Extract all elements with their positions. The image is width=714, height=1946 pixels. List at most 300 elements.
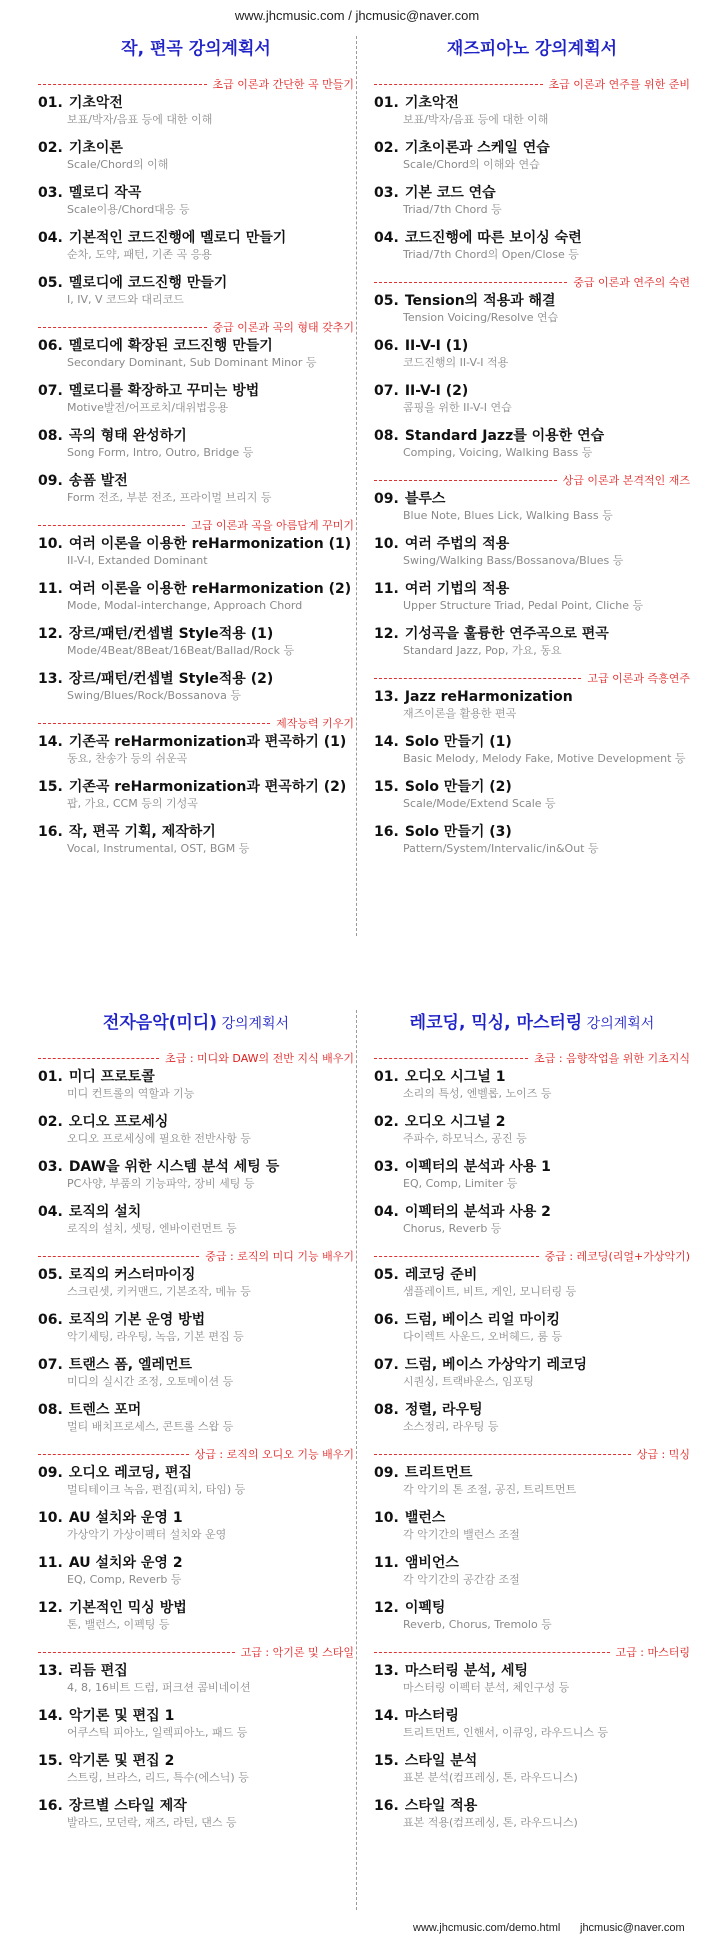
lesson-item: [374, 184, 690, 217]
plan-title: [374, 36, 690, 62]
lesson-number: 04.: [38, 230, 63, 246]
lesson-title-text: 기존곡 reHarmonization과 편곡하기 (1): [68, 734, 347, 750]
lesson-number: 12.: [38, 1600, 63, 1616]
dashed-rule: [374, 84, 543, 85]
level-label: 제작능력 키우기: [276, 717, 354, 730]
level-label: 상급 : 로직의 오디오 기능 배우기: [194, 1448, 354, 1461]
dashed-rule: [374, 480, 557, 481]
lesson-title: [374, 490, 690, 508]
lesson-title-text: 밸런스: [404, 1510, 446, 1526]
lesson-item: [38, 580, 354, 613]
lesson-description: PC사양, 부품의 기능파악, 장비 세팅 등: [67, 1177, 255, 1190]
lesson-description: Basic Melody, Melody Fake, Motive Development 등: [403, 752, 686, 765]
lesson-title-text: 이펙터의 분석과 사용 1: [404, 1159, 551, 1175]
level-divider: [374, 1050, 690, 1066]
level-divider: [374, 274, 690, 290]
lesson-description: 주파수, 하모닉스, 공진 등: [403, 1132, 527, 1145]
lesson-number: 05.: [374, 1267, 399, 1283]
lesson-item: [38, 1464, 354, 1497]
level-divider: [38, 1446, 354, 1462]
lesson-number: 15.: [374, 1753, 399, 1769]
lesson-description: Scale/Mode/Extend Scale 등: [403, 797, 556, 810]
lesson-number: 12.: [38, 626, 63, 642]
lesson-item: [374, 823, 690, 856]
section-composition-jazz: [0, 36, 714, 936]
lesson-number: 05.: [374, 293, 399, 309]
level-label: 초급 이론과 연주를 위한 준비: [548, 78, 690, 91]
lesson-title: [374, 1356, 690, 1374]
lesson-description: Reverb, Chorus, Tremolo 등: [403, 1618, 552, 1631]
lesson-title: [374, 184, 690, 202]
lesson-item: [374, 778, 690, 811]
lesson-item: [374, 382, 690, 415]
lesson-title: [38, 1509, 354, 1527]
lesson-title-text: 이펙팅: [404, 1600, 446, 1616]
footer-email[interactable]: jhcmusic@naver.com: [580, 1922, 685, 1934]
lesson-number: 08.: [38, 1402, 63, 1418]
lesson-number: 07.: [374, 383, 399, 399]
lesson-item: [374, 337, 690, 370]
lesson-item: [374, 1068, 690, 1101]
dashed-rule: [374, 678, 581, 679]
lesson-number: 01.: [38, 1069, 63, 1085]
lesson-description: 시퀀싱, 트랙바운스, 임포팅: [403, 1375, 534, 1388]
lesson-number: 08.: [374, 428, 399, 444]
lesson-item: [374, 427, 690, 460]
lesson-number: 15.: [38, 1753, 63, 1769]
lesson-number: 05.: [38, 275, 63, 291]
lesson-title-text: 트렌스 포머: [68, 1402, 142, 1418]
plan-column: [38, 36, 354, 868]
level-label: 고급 이론과 즉흥연주: [587, 672, 690, 685]
lesson-number: 02.: [374, 140, 399, 156]
lesson-number: 03.: [38, 185, 63, 201]
lesson-title-text: II-V-I (2): [404, 383, 469, 399]
lesson-number: 09.: [374, 1465, 399, 1481]
lesson-number: 11.: [374, 1555, 399, 1571]
footer-demo-url[interactable]: www.jhcmusic.com/demo.html: [413, 1922, 561, 1934]
lesson-number: 15.: [374, 779, 399, 795]
lesson-number: 06.: [38, 1312, 63, 1328]
lesson-number: 06.: [374, 338, 399, 354]
lesson-title-text: 여러 이론을 이용한 reHarmonization (2): [68, 581, 352, 597]
lesson-number: 09.: [38, 473, 63, 489]
lesson-item: [374, 1662, 690, 1695]
lesson-title: [38, 733, 354, 751]
lesson-number: 08.: [374, 1402, 399, 1418]
lesson-description: Blue Note, Blues Lick, Walking Bass 등: [403, 509, 613, 522]
lesson-title: [38, 1401, 354, 1419]
lesson-title: [374, 1464, 690, 1482]
lesson-title: [374, 778, 690, 796]
lesson-title-text: 마스터링 분석, 세팅: [404, 1663, 529, 1679]
lesson-description: 다이렉트 사운드, 오버헤드, 룸 등: [403, 1330, 563, 1343]
lesson-item: [374, 1266, 690, 1299]
level-label: 중급 이론과 연주의 숙련: [573, 276, 690, 289]
lesson-title: [38, 1554, 354, 1572]
lesson-description: I, IV, V 코드와 대리코드: [67, 293, 184, 306]
lesson-title: [374, 580, 690, 598]
lesson-description: 미디 컨트롤의 역할과 기능: [67, 1087, 195, 1100]
lesson-item: [374, 94, 690, 127]
plan-title-sub: 강의계획서: [217, 1016, 290, 1032]
lesson-title: [38, 1068, 354, 1086]
dashed-rule: [38, 723, 270, 724]
lesson-number: 14.: [374, 1708, 399, 1724]
lesson-title: [374, 139, 690, 157]
lesson-number: 01.: [374, 95, 399, 111]
lesson-item: [374, 733, 690, 766]
level-label: 상급 : 믹싱: [636, 1448, 690, 1461]
lesson-title: [374, 1158, 690, 1176]
lesson-title: [38, 1203, 354, 1221]
lesson-description: Vocal, Instrumental, OST, BGM 등: [67, 842, 250, 855]
lesson-title-text: 멜로디에 코드진행 만들기: [68, 275, 228, 291]
lesson-title-text: 멜로디를 확장하고 꾸미는 방법: [68, 383, 260, 399]
lesson-number: 02.: [374, 1114, 399, 1130]
lesson-title-text: 레코딩 준비: [404, 1267, 478, 1283]
dashed-rule: [374, 1058, 528, 1059]
lesson-item: [38, 337, 354, 370]
lesson-title-text: AU 설치와 운영 2: [68, 1555, 183, 1571]
lesson-number: 12.: [374, 1600, 399, 1616]
level-divider: [374, 1644, 690, 1660]
lesson-title-text: 드럼, 베이스 리얼 마이킹: [404, 1312, 560, 1328]
lesson-title-text: Standard Jazz를 이용한 연습: [404, 428, 605, 444]
dashed-rule: [374, 1256, 539, 1257]
lesson-description: 표본 분석(컴프레싱, 톤, 라우드니스): [403, 1771, 578, 1784]
lesson-description: Pattern/System/Intervalic/in&Out 등: [403, 842, 599, 855]
lesson-number: 09.: [38, 1465, 63, 1481]
lesson-description: EQ, Comp, Reverb 등: [67, 1573, 182, 1586]
lesson-item: [374, 1509, 690, 1542]
lesson-item: [38, 1509, 354, 1542]
lesson-description: Song Form, Intro, Outro, Bridge 등: [67, 446, 254, 459]
lesson-title: [374, 337, 690, 355]
lesson-description: 발라드, 모던락, 재즈, 라틴, 댄스 등: [67, 1816, 237, 1829]
level-divider: [374, 1446, 690, 1462]
plan-title-main: 전자음악(미디): [102, 1013, 217, 1033]
plan-column: [374, 36, 690, 868]
lesson-number: 11.: [374, 581, 399, 597]
lesson-title: [38, 580, 354, 598]
lesson-description: Triad/7th Chord 등: [403, 203, 502, 216]
lesson-title-text: 로직의 기본 운영 방법: [68, 1312, 206, 1328]
lesson-description: 각 악기의 톤 조절, 공진, 트리트먼트: [403, 1483, 577, 1496]
column-divider: [356, 1010, 357, 1910]
lesson-title-text: 멜로디 작곡: [68, 185, 142, 201]
lesson-title: [374, 1662, 690, 1680]
lesson-title-text: 여러 기법의 적용: [404, 581, 510, 597]
lesson-title: [38, 625, 354, 643]
level-label: 초급 : 미디와 DAW의 전반 지식 배우기: [165, 1052, 354, 1065]
lesson-description: 트리트먼트, 인핸서, 이큐잉, 라우드니스 등: [403, 1726, 609, 1739]
plan-title-main: 재즈피아노 강의계획서: [446, 39, 618, 59]
lesson-title-text: 정렬, 라우팅: [404, 1402, 483, 1418]
lesson-title-text: 멜로디에 확장된 코드진행 만들기: [68, 338, 273, 354]
lesson-title-text: 기초이론과 스케일 연습: [404, 140, 550, 156]
lesson-title-text: 오디오 레코딩, 편집: [68, 1465, 193, 1481]
lesson-item: [38, 1158, 354, 1191]
lesson-item: [38, 1554, 354, 1587]
lesson-title-text: 앰비언스: [404, 1555, 459, 1571]
lesson-description: 가상악기 가상이펙터 설치와 운영: [67, 1528, 227, 1541]
plan-title-sub: 강의계획서: [582, 1016, 655, 1032]
lesson-number: 09.: [374, 491, 399, 507]
lesson-title-text: 코드진행에 따른 보이싱 숙련: [404, 230, 582, 246]
lesson-item: [38, 229, 354, 262]
lesson-description: 4, 8, 16비트 드럼, 퍼크션 콤비네이션: [67, 1681, 251, 1694]
lesson-description: 소스정리, 라우팅 등: [403, 1420, 499, 1433]
plan-title: [374, 1010, 690, 1036]
lesson-title-text: DAW을 위한 시스템 분석 세팅 등: [68, 1159, 280, 1175]
lesson-title: [38, 1464, 354, 1482]
lesson-title-text: 기본적인 코드진행에 멜로디 만들기: [68, 230, 287, 246]
lesson-title: [374, 535, 690, 553]
plan-title: [38, 36, 354, 62]
lesson-number: 06.: [38, 338, 63, 354]
lesson-description: Secondary Dominant, Sub Dominant Minor 등: [67, 356, 317, 369]
lesson-item: [38, 1662, 354, 1695]
lesson-number: 10.: [374, 1510, 399, 1526]
lesson-title: [38, 670, 354, 688]
lesson-number: 02.: [38, 1114, 63, 1130]
lesson-title-text: Solo 만들기 (3): [404, 824, 512, 840]
lesson-item: [374, 1797, 690, 1830]
lesson-title: [374, 427, 690, 445]
lesson-title-text: 이펙터의 분석과 사용 2: [404, 1204, 551, 1220]
level-divider: [38, 76, 354, 92]
dashed-rule: [38, 84, 207, 85]
lesson-description: 각 악기간의 밸런스 조절: [403, 1528, 520, 1541]
level-label: 중급 : 레코딩(리얼+가상악기): [544, 1250, 690, 1263]
lesson-number: 04.: [374, 230, 399, 246]
lesson-title-text: 오디오 시그널 1: [404, 1069, 506, 1085]
lesson-number: 13.: [38, 671, 63, 687]
lesson-title: [38, 823, 354, 841]
lesson-item: [38, 1311, 354, 1344]
level-label: 고급 이론과 곡을 아름답게 꾸미기: [191, 519, 354, 532]
lesson-description: Mode, Modal-interchange, Approach Chord: [67, 599, 303, 612]
lesson-title-text: 리듬 편집: [68, 1663, 128, 1679]
lesson-title-text: 장르별 스타일 제작: [68, 1798, 187, 1814]
lesson-item: [38, 1113, 354, 1146]
lesson-item: [38, 535, 354, 568]
lesson-item: [374, 229, 690, 262]
plan-title: [38, 1010, 354, 1036]
lesson-description: 소리의 특성, 엔벨롭, 노이즈 등: [403, 1087, 552, 1100]
lesson-description: Swing/Walking Bass/Bossanova/Blues 등: [403, 554, 624, 567]
lesson-description: Triad/7th Chord의 Open/Close 등: [403, 248, 579, 261]
lesson-number: 13.: [38, 1663, 63, 1679]
lesson-item: [374, 1113, 690, 1146]
lesson-description: 샘플레이트, 비트, 게인, 모니터링 등: [403, 1285, 577, 1298]
level-divider: [38, 517, 354, 533]
level-divider: [38, 1644, 354, 1660]
lesson-title-text: 기초악전: [68, 95, 123, 111]
lesson-number: 10.: [38, 1510, 63, 1526]
lesson-title-text: 마스터링: [404, 1708, 459, 1724]
lesson-title: [38, 184, 354, 202]
lesson-number: 07.: [38, 1357, 63, 1373]
lesson-item: [38, 1797, 354, 1830]
lesson-number: 13.: [374, 1663, 399, 1679]
dashed-rule: [38, 1058, 159, 1059]
lesson-description: 어쿠스틱 피아노, 일렉피아노, 패드 등: [67, 1726, 248, 1739]
lesson-item: [38, 94, 354, 127]
lesson-title-text: 악기론 및 편집 2: [68, 1753, 175, 1769]
lesson-item: [374, 1707, 690, 1740]
dashed-rule: [38, 525, 185, 526]
lesson-item: [38, 1068, 354, 1101]
lesson-item: [38, 139, 354, 172]
lesson-title: [374, 1599, 690, 1617]
lesson-description: 콤핑을 위한 II-V-I 연습: [403, 401, 512, 414]
lesson-item: [374, 535, 690, 568]
dashed-rule: [38, 1256, 199, 1257]
lesson-title: [374, 1707, 690, 1725]
dashed-rule: [374, 282, 567, 283]
lesson-title: [374, 229, 690, 247]
lesson-description: 순차, 도약, 패턴, 기존 곡 응용: [67, 248, 212, 261]
lesson-number: 14.: [38, 1708, 63, 1724]
lesson-description: Standard Jazz, Pop, 가요, 동요: [403, 644, 562, 657]
lesson-title-text: 곡의 형태 완성하기: [68, 428, 187, 444]
lesson-title: [38, 229, 354, 247]
lesson-title: [38, 1311, 354, 1329]
lesson-title-text: 트랜스 폼, 엘레먼트: [68, 1357, 193, 1373]
lesson-item: [38, 1356, 354, 1389]
lesson-description: 스크린셋, 키커맨드, 기본조작, 메뉴 등: [67, 1285, 251, 1298]
lesson-item: [374, 1203, 690, 1236]
lesson-description: 보표/박자/음표 등에 대한 이해: [67, 113, 213, 126]
lesson-description: Motive발전/어프로치/대위법응용: [67, 401, 229, 414]
level-label: 중급 이론과 곡의 형태 갖추기: [212, 321, 354, 334]
lesson-title-text: Tension의 적용과 해결: [404, 293, 556, 309]
lesson-title: [374, 1554, 690, 1572]
lesson-item: [374, 490, 690, 523]
lesson-description: 멀티테이크 녹음, 편집(피치, 타임) 등: [67, 1483, 246, 1496]
lesson-title: [38, 535, 354, 553]
lesson-title: [374, 1266, 690, 1284]
lesson-description: Scale/Chord의 이해: [67, 158, 169, 171]
lesson-title: [38, 139, 354, 157]
lesson-title-text: 미디 프로토콜: [68, 1069, 155, 1085]
lesson-number: 16.: [38, 824, 63, 840]
lesson-description: 로직의 설치, 셋팅, 엔바이런먼트 등: [67, 1222, 237, 1235]
lesson-description: Mode/4Beat/8Beat/16Beat/Ballad/Rock 등: [67, 644, 295, 657]
dashed-rule: [374, 1652, 610, 1653]
level-divider: [374, 472, 690, 488]
lesson-description: Scale/Chord의 이해와 연습: [403, 158, 540, 171]
lesson-title-text: 악기론 및 편집 1: [68, 1708, 175, 1724]
lesson-number: 05.: [38, 1267, 63, 1283]
lesson-title: [38, 778, 354, 796]
lesson-title-text: 로직의 설치: [68, 1204, 142, 1220]
level-label: 초급 : 음향작업을 위한 기초지식: [534, 1052, 690, 1065]
lesson-description: 오디오 프로세싱에 필요한 전반사항 등: [67, 1132, 252, 1145]
lesson-item: [374, 1311, 690, 1344]
lesson-title-text: 스타일 적용: [404, 1798, 478, 1814]
lesson-title: [38, 1797, 354, 1815]
plan-title-main: 작, 편곡 강의계획서: [121, 39, 271, 59]
lesson-item: [38, 1203, 354, 1236]
level-divider: [38, 1050, 354, 1066]
lesson-title-text: AU 설치와 운영 1: [68, 1510, 183, 1526]
lesson-item: [38, 625, 354, 658]
lesson-title: [374, 1113, 690, 1131]
lesson-number: 11.: [38, 581, 63, 597]
lesson-title-text: 기초악전: [404, 95, 459, 111]
lesson-item: [374, 1158, 690, 1191]
lesson-title-text: 드럼, 베이스 가상악기 레코딩: [404, 1357, 588, 1373]
lesson-item: [374, 292, 690, 325]
lesson-description: 팝, 가요, CCM 등의 기성곡: [67, 797, 198, 810]
lesson-number: 16.: [38, 1798, 63, 1814]
lesson-title-text: 기존곡 reHarmonization과 편곡하기 (2): [68, 779, 347, 795]
lesson-description: 표본 적용(컴프레싱, 톤, 라우드니스): [403, 1816, 578, 1829]
lesson-description: 스트링, 브라스, 리드, 특수(에스닉) 등: [67, 1771, 249, 1784]
lesson-item: [374, 1599, 690, 1632]
lesson-title: [374, 733, 690, 751]
lesson-title-text: 장르/패턴/컨셉별 Style적용 (1): [68, 626, 274, 642]
lesson-number: 10.: [38, 536, 63, 552]
lesson-title: [38, 382, 354, 400]
lesson-number: 06.: [374, 1312, 399, 1328]
lesson-item: [374, 1752, 690, 1785]
lesson-item: [374, 580, 690, 613]
dashed-rule: [38, 1652, 235, 1653]
lesson-item: [374, 1554, 690, 1587]
lesson-title-text: 장르/패턴/컨셉별 Style적용 (2): [68, 671, 274, 687]
lesson-item: [38, 472, 354, 505]
lesson-title: [374, 1311, 690, 1329]
lesson-number: 02.: [38, 140, 63, 156]
lesson-number: 01.: [374, 1069, 399, 1085]
plan-title-main: 레코딩, 믹싱, 마스터링: [409, 1013, 583, 1033]
lesson-description: EQ, Comp, Limiter 등: [403, 1177, 518, 1190]
lesson-item: [374, 1401, 690, 1434]
lesson-number: 01.: [38, 95, 63, 111]
column-divider: [356, 36, 357, 936]
lesson-title: [374, 1797, 690, 1815]
lesson-number: 03.: [374, 1159, 399, 1175]
level-divider: [38, 715, 354, 731]
dashed-rule: [38, 327, 207, 328]
level-label: 초급 이론과 간단한 곡 만들기: [212, 78, 354, 91]
lesson-item: [38, 733, 354, 766]
lesson-number: 16.: [374, 1798, 399, 1814]
lesson-number: 14.: [38, 734, 63, 750]
lesson-item: [374, 1356, 690, 1389]
lesson-title-text: Jazz reHarmonization: [404, 689, 573, 705]
lesson-number: 12.: [374, 626, 399, 642]
level-divider: [374, 670, 690, 686]
lesson-title-text: 오디오 프로세싱: [68, 1114, 169, 1130]
lesson-number: 04.: [38, 1204, 63, 1220]
lesson-number: 07.: [38, 383, 63, 399]
lesson-description: 마스터링 이펙터 분석, 체인구성 등: [403, 1681, 570, 1694]
lesson-item: [38, 1707, 354, 1740]
lesson-title: [38, 1158, 354, 1176]
level-divider: [38, 1248, 354, 1264]
lesson-title-text: 트리트먼트: [404, 1465, 473, 1481]
lesson-title-text: 여러 주법의 적용: [404, 536, 510, 552]
lesson-description: Tension Voicing/Resolve 연습: [403, 311, 559, 324]
lesson-number: 04.: [374, 1204, 399, 1220]
lesson-title: [38, 1356, 354, 1374]
lesson-title: [374, 1203, 690, 1221]
